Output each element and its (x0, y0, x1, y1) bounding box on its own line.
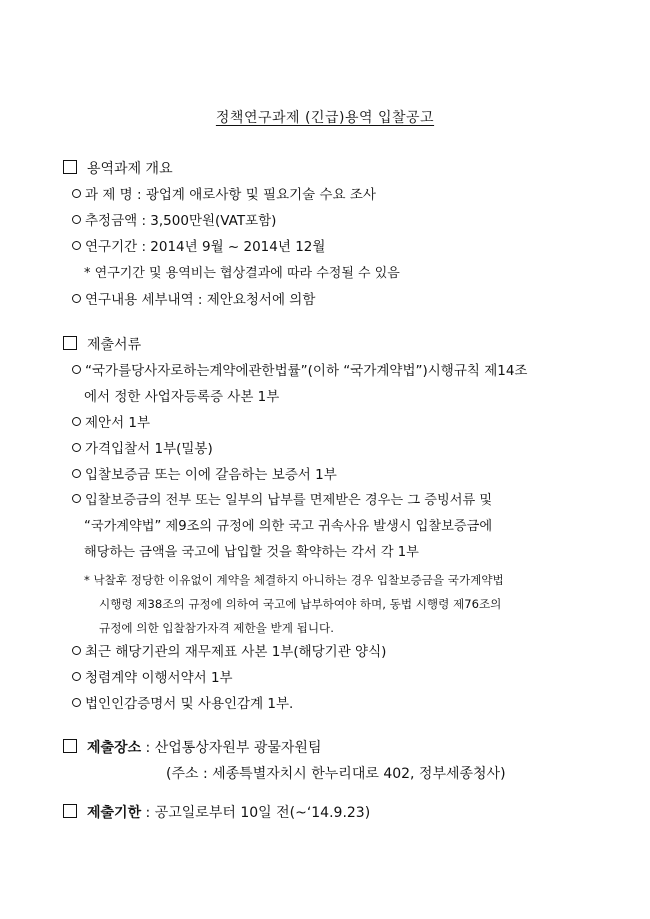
overview-item-budget: 추정금액 : 3,500만원(VAT포함) (72, 212, 276, 230)
checkbox-square-icon (63, 739, 77, 753)
documents-item-financial: 최근 해당기관의 재무제표 사본 1부(해당기관 양식) (72, 643, 386, 661)
bullet-circle-icon (72, 698, 81, 707)
bullet-circle-icon (72, 365, 81, 374)
bullet-circle-icon (72, 215, 81, 224)
documents-item-exemption: 입찰보증금의 전부 또는 일부의 납부를 면제받은 경우는 그 증빙서류 및 (72, 492, 492, 510)
documents-item-registration-cont: 에서 정한 사업자등록증 사본 1부 (84, 389, 280, 405)
documents-item-proposal: 제안서 1부 (72, 414, 150, 432)
documents-item-exemption-cont-1: “국가계약법” 제9조의 규정에 의한 국고 귀속사유 발생시 입찰보증금에 (84, 519, 493, 534)
overview-item-content: 연구내용 세부내역 : 제안요청서에 의함 (72, 291, 315, 309)
overview-item-period: 연구기간 : 2014년 9월 ~ 2014년 12월 (72, 238, 325, 256)
section-documents-heading: 제출서류 (63, 336, 141, 354)
section-deadline (63, 804, 370, 822)
section-place (63, 739, 321, 757)
place-value: : 산업통상자원부 광물자원팀 (141, 740, 322, 756)
bullet-circle-icon (72, 646, 81, 655)
bullet-circle-icon (72, 469, 81, 478)
bullet-circle-icon (72, 494, 81, 503)
documents-item-seal: 법인인감증명서 및 사용인감계 1부. (72, 695, 293, 713)
place-address: (주소 : 세종특별자치시 한누리대로 402, 정부세종청사) (166, 766, 506, 782)
documents-item-exemption-cont-2: 해당하는 금액을 국고에 납입할 것을 확약하는 각서 각 1부 (84, 545, 419, 560)
overview-note: * 연구기간 및 용역비는 협상결과에 따라 수정될 수 있음 (84, 266, 400, 281)
overview-item-title: 과 제 명 : 광업계 애로사항 및 필요기술 수요 조사 (72, 186, 376, 204)
section-overview-heading: 용역과제 개요 (63, 160, 173, 178)
deadline-label: 제출기한 (87, 805, 142, 821)
bullet-circle-icon (72, 443, 81, 452)
checkbox-square-icon (63, 336, 77, 350)
documents-item-registration: “국가를당사자로하는계약에관한법률”(이하 “국가계약법”)시행규칙 제14조 (72, 362, 527, 380)
documents-note-line-1: * 낙찰후 정당한 이유없이 계약을 체결하지 아니하는 경우 입찰보증금을 국가계약법 (84, 573, 504, 587)
checkbox-square-icon (63, 804, 77, 818)
bullet-circle-icon (72, 672, 81, 681)
place-label: 제출장소 (87, 740, 142, 756)
document-title-text: 정책연구과제 (긴급)용역 입찰공고 (215, 110, 435, 126)
deadline-value: : 공고일로부터 10일 전(~‘14.9.23) (141, 805, 371, 821)
bullet-circle-icon (72, 417, 81, 426)
bullet-circle-icon (72, 189, 81, 198)
documents-note-line-2: 시행령 제38조의 규정에 의하여 국고에 납부하여야 하며, 동법 시행령 제76조의 (99, 597, 502, 611)
documents-item-integrity: 청렴계약 이행서약서 1부 (72, 669, 233, 687)
bullet-circle-icon (72, 294, 81, 303)
bullet-circle-icon (72, 241, 81, 250)
documents-note-line-3: 규정에 의한 입찰참가자격 제한을 받게 됩니다. (99, 621, 334, 635)
documents-item-price-bid: 가격입찰서 1부(밀봉) (72, 440, 213, 458)
documents-item-deposit: 입찰보증금 또는 이에 갈음하는 보증서 1부 (72, 466, 337, 484)
checkbox-square-icon (63, 160, 77, 174)
document-title (0, 107, 650, 127)
